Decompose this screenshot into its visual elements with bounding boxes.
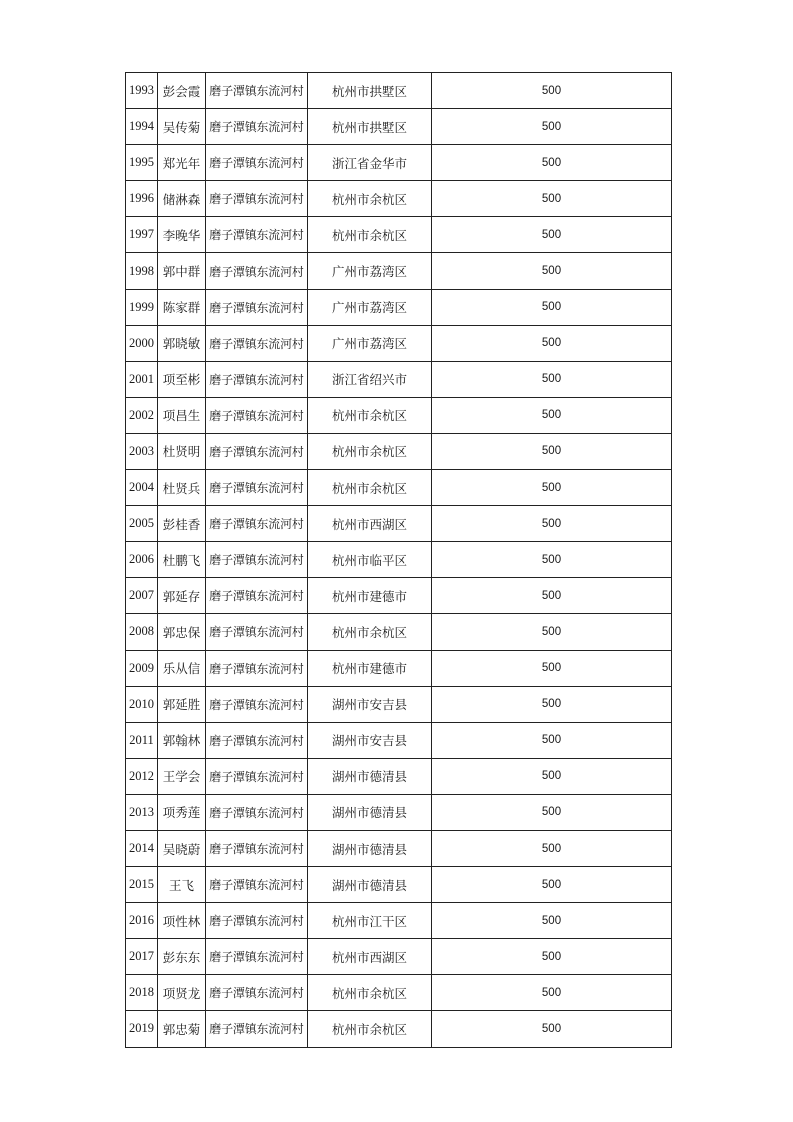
amount-cell: 500 [432, 686, 672, 722]
work-address-cell: 杭州市余杭区 [308, 1011, 432, 1047]
person-name-cell: 陈家群 [158, 289, 206, 325]
row-number-cell: 2013 [126, 794, 158, 830]
row-number-cell: 2001 [126, 361, 158, 397]
amount-cell: 500 [432, 289, 672, 325]
amount-cell: 500 [432, 903, 672, 939]
row-number-cell: 2015 [126, 867, 158, 903]
work-address-cell: 杭州市西湖区 [308, 506, 432, 542]
village-cell: 磨子潭镇东流河村 [206, 686, 308, 722]
work-address-cell: 杭州市余杭区 [308, 397, 432, 433]
work-address-cell: 浙江省绍兴市 [308, 361, 432, 397]
amount-cell: 500 [432, 506, 672, 542]
table-row [126, 433, 672, 469]
village-cell: 磨子潭镇东流河村 [206, 73, 308, 109]
row-number-cell: 2008 [126, 614, 158, 650]
village-cell: 磨子潭镇东流河村 [206, 506, 308, 542]
village-cell: 磨子潭镇东流河村 [206, 145, 308, 181]
person-name-cell: 彭东东 [158, 939, 206, 975]
village-cell: 磨子潭镇东流河村 [206, 325, 308, 361]
person-name-cell: 郭忠菊 [158, 1011, 206, 1047]
amount-cell: 500 [432, 1011, 672, 1047]
person-name-cell: 郭延胜 [158, 686, 206, 722]
table-row [126, 830, 672, 866]
work-address-cell: 广州市荔湾区 [308, 253, 432, 289]
work-address-cell: 杭州市西湖区 [308, 939, 432, 975]
table-row [126, 73, 672, 109]
work-address-cell: 杭州市拱墅区 [308, 73, 432, 109]
amount-cell: 500 [432, 722, 672, 758]
person-name-cell: 项秀莲 [158, 794, 206, 830]
amount-cell: 500 [432, 939, 672, 975]
person-name-cell: 郭翰林 [158, 722, 206, 758]
work-address-cell: 湖州市安吉县 [308, 686, 432, 722]
person-name-cell: 项至彬 [158, 361, 206, 397]
amount-cell: 500 [432, 253, 672, 289]
table-row [126, 109, 672, 145]
work-address-cell: 杭州市余杭区 [308, 614, 432, 650]
row-number-cell: 2014 [126, 830, 158, 866]
work-address-cell: 杭州市江干区 [308, 903, 432, 939]
table-row [126, 1011, 672, 1047]
row-number-cell: 2005 [126, 506, 158, 542]
amount-cell: 500 [432, 109, 672, 145]
table-row [126, 794, 672, 830]
amount-cell: 500 [432, 217, 672, 253]
row-number-cell: 1998 [126, 253, 158, 289]
row-number-cell: 2009 [126, 650, 158, 686]
person-name-cell: 项性林 [158, 903, 206, 939]
village-cell: 磨子潭镇东流河村 [206, 253, 308, 289]
person-name-cell: 杜贤兵 [158, 470, 206, 506]
table-row [126, 867, 672, 903]
village-cell: 磨子潭镇东流河村 [206, 433, 308, 469]
amount-cell: 500 [432, 975, 672, 1011]
village-cell: 磨子潭镇东流河村 [206, 397, 308, 433]
work-address-cell: 湖州市安吉县 [308, 722, 432, 758]
row-number-cell: 1999 [126, 289, 158, 325]
row-number-cell: 2006 [126, 542, 158, 578]
person-name-cell: 储淋森 [158, 181, 206, 217]
row-number-cell: 1997 [126, 217, 158, 253]
amount-cell: 500 [432, 181, 672, 217]
work-address-cell: 杭州市余杭区 [308, 975, 432, 1011]
amount-cell: 500 [432, 578, 672, 614]
amount-cell: 500 [432, 542, 672, 578]
person-name-cell: 郭晓敏 [158, 325, 206, 361]
amount-cell: 500 [432, 361, 672, 397]
table-row [126, 361, 672, 397]
amount-cell: 500 [432, 830, 672, 866]
table-row [126, 217, 672, 253]
person-name-cell: 乐从信 [158, 650, 206, 686]
table-row [126, 253, 672, 289]
village-cell: 磨子潭镇东流河村 [206, 470, 308, 506]
row-number-cell: 2003 [126, 433, 158, 469]
work-address-cell: 杭州市余杭区 [308, 433, 432, 469]
person-name-cell: 王学会 [158, 758, 206, 794]
table-row [126, 470, 672, 506]
amount-cell: 500 [432, 794, 672, 830]
table-row [126, 325, 672, 361]
person-name-cell: 吴晓蔚 [158, 830, 206, 866]
table-row [126, 145, 672, 181]
village-cell: 磨子潭镇东流河村 [206, 722, 308, 758]
person-name-cell: 李晚华 [158, 217, 206, 253]
table-row [126, 758, 672, 794]
village-cell: 磨子潭镇东流河村 [206, 975, 308, 1011]
table-row [126, 686, 672, 722]
person-name-cell: 郑光年 [158, 145, 206, 181]
table-row [126, 181, 672, 217]
row-number-cell: 2018 [126, 975, 158, 1011]
table-row [126, 975, 672, 1011]
village-cell: 磨子潭镇东流河村 [206, 181, 308, 217]
roster-table [125, 72, 672, 1048]
work-address-cell: 杭州市余杭区 [308, 181, 432, 217]
table-row [126, 722, 672, 758]
table-row [126, 542, 672, 578]
work-address-cell: 湖州市德清县 [308, 794, 432, 830]
village-cell: 磨子潭镇东流河村 [206, 614, 308, 650]
row-number-cell: 2017 [126, 939, 158, 975]
table-row [126, 650, 672, 686]
table-row [126, 506, 672, 542]
roster-body [126, 73, 672, 1048]
village-cell: 磨子潭镇东流河村 [206, 939, 308, 975]
row-number-cell: 1996 [126, 181, 158, 217]
person-name-cell: 郭忠保 [158, 614, 206, 650]
person-name-cell: 彭桂香 [158, 506, 206, 542]
work-address-cell: 杭州市余杭区 [308, 470, 432, 506]
amount-cell: 500 [432, 758, 672, 794]
village-cell: 磨子潭镇东流河村 [206, 830, 308, 866]
row-number-cell: 2012 [126, 758, 158, 794]
person-name-cell: 项昌生 [158, 397, 206, 433]
person-name-cell: 杜贤明 [158, 433, 206, 469]
village-cell: 磨子潭镇东流河村 [206, 903, 308, 939]
amount-cell: 500 [432, 145, 672, 181]
work-address-cell: 广州市荔湾区 [308, 325, 432, 361]
table-row [126, 903, 672, 939]
table-row [126, 939, 672, 975]
amount-cell: 500 [432, 470, 672, 506]
person-name-cell: 项贤龙 [158, 975, 206, 1011]
row-number-cell: 1995 [126, 145, 158, 181]
work-address-cell: 杭州市余杭区 [308, 217, 432, 253]
amount-cell: 500 [432, 397, 672, 433]
village-cell: 磨子潭镇东流河村 [206, 109, 308, 145]
row-number-cell: 2011 [126, 722, 158, 758]
table-row [126, 578, 672, 614]
village-cell: 磨子潭镇东流河村 [206, 650, 308, 686]
village-cell: 磨子潭镇东流河村 [206, 361, 308, 397]
row-number-cell: 2010 [126, 686, 158, 722]
work-address-cell: 湖州市德清县 [308, 867, 432, 903]
work-address-cell: 湖州市德清县 [308, 830, 432, 866]
amount-cell: 500 [432, 433, 672, 469]
row-number-cell: 2007 [126, 578, 158, 614]
row-number-cell: 2004 [126, 470, 158, 506]
table-row [126, 289, 672, 325]
village-cell: 磨子潭镇东流河村 [206, 758, 308, 794]
amount-cell: 500 [432, 867, 672, 903]
person-name-cell: 杜鹏飞 [158, 542, 206, 578]
work-address-cell: 杭州市临平区 [308, 542, 432, 578]
village-cell: 磨子潭镇东流河村 [206, 578, 308, 614]
row-number-cell: 2002 [126, 397, 158, 433]
work-address-cell: 浙江省金华市 [308, 145, 432, 181]
person-name-cell: 王飞 [158, 867, 206, 903]
amount-cell: 500 [432, 650, 672, 686]
row-number-cell: 2019 [126, 1011, 158, 1047]
amount-cell: 500 [432, 614, 672, 650]
table-row [126, 397, 672, 433]
person-name-cell: 郭延存 [158, 578, 206, 614]
person-name-cell: 郭中群 [158, 253, 206, 289]
work-address-cell: 湖州市德清县 [308, 758, 432, 794]
row-number-cell: 1994 [126, 109, 158, 145]
work-address-cell: 杭州市建德市 [308, 650, 432, 686]
table-row [126, 614, 672, 650]
work-address-cell: 杭州市拱墅区 [308, 109, 432, 145]
row-number-cell: 2000 [126, 325, 158, 361]
village-cell: 磨子潭镇东流河村 [206, 217, 308, 253]
village-cell: 磨子潭镇东流河村 [206, 542, 308, 578]
village-cell: 磨子潭镇东流河村 [206, 289, 308, 325]
village-cell: 磨子潭镇东流河村 [206, 794, 308, 830]
amount-cell: 500 [432, 325, 672, 361]
amount-cell: 500 [432, 73, 672, 109]
person-name-cell: 吴传菊 [158, 109, 206, 145]
work-address-cell: 广州市荔湾区 [308, 289, 432, 325]
work-address-cell: 杭州市建德市 [308, 578, 432, 614]
village-cell: 磨子潭镇东流河村 [206, 867, 308, 903]
row-number-cell: 1993 [126, 73, 158, 109]
row-number-cell: 2016 [126, 903, 158, 939]
person-name-cell: 彭会霞 [158, 73, 206, 109]
village-cell: 磨子潭镇东流河村 [206, 1011, 308, 1047]
